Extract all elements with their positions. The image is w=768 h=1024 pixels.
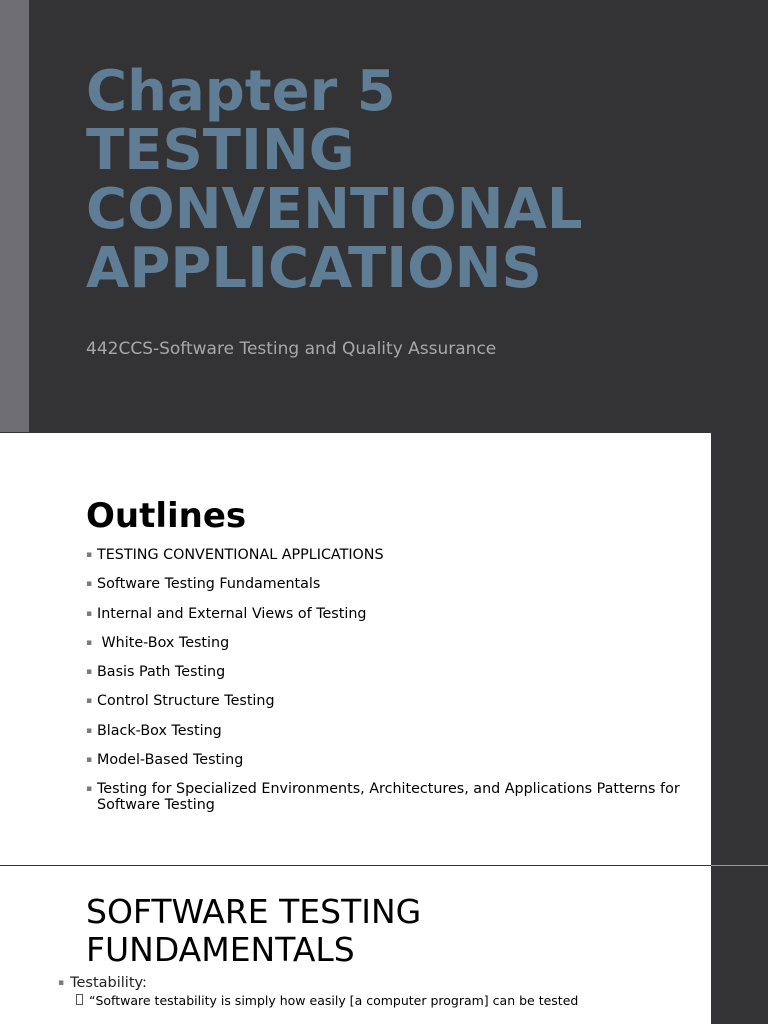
bullet-icon: ▪: [86, 725, 93, 736]
list-item: [86, 781, 686, 813]
title-slide: [0, 0, 768, 432]
heading-line: FUNDAMENTALS: [86, 930, 355, 969]
slide-divider: [711, 865, 768, 866]
slide-subtitle: 442CCS-Software Testing and Quality Assurance: [86, 339, 497, 359]
outlines-heading: Outlines: [86, 496, 247, 536]
list-item-text: Control Structure Testing: [97, 693, 275, 710]
accent-bar: [0, 0, 29, 432]
list-item-text: Model-Based Testing: [97, 752, 244, 769]
list-item: [86, 723, 686, 739]
slide-title: [86, 59, 746, 301]
title-line: CONVENTIONAL: [86, 177, 583, 242]
outlines-slide: [0, 433, 711, 865]
list-item: [86, 693, 686, 709]
testability-bullet: [58, 975, 147, 992]
list-item: [86, 752, 686, 768]
title-line: TESTING: [86, 118, 355, 183]
list-item: [86, 547, 686, 563]
bullet-icon: ▪: [86, 608, 93, 619]
bullet-icon: ▪: [86, 579, 93, 590]
bullet-icon: ▪: [86, 696, 93, 707]
list-item: [86, 664, 686, 680]
list-item-text: Software Testing Fundamentals: [97, 576, 321, 593]
list-item-text: White-Box Testing: [97, 634, 230, 651]
bullet-icon: ▪: [86, 667, 93, 678]
title-line: APPLICATIONS: [86, 236, 542, 301]
bullet-icon: ▪: [86, 550, 93, 560]
sub-bullet-icon: [76, 994, 83, 1005]
bullet-icon: ▪: [86, 637, 93, 648]
bullet-icon: ▪: [58, 978, 65, 988]
list-item: [86, 635, 686, 651]
list-item: [86, 576, 686, 592]
fundamentals-slide: [0, 866, 711, 1024]
heading-line: SOFTWARE TESTING: [86, 892, 422, 931]
fundamentals-heading: [86, 893, 686, 969]
testability-sub-bullet: [76, 993, 578, 1009]
title-line: Chapter 5: [86, 59, 396, 124]
bullet-text: Testability:: [70, 975, 147, 991]
list-item-text: Internal and External Views of Testing: [97, 605, 367, 622]
list-item: [86, 606, 686, 622]
outline-list: [86, 547, 686, 827]
sub-bullet-text: “Software testability is simply how easily [a computer program] can be tested: [89, 993, 579, 1008]
list-item-text: Basis Path Testing: [97, 664, 226, 681]
bullet-icon: ▪: [86, 755, 93, 766]
list-item-text: Black-Box Testing: [97, 722, 222, 739]
list-item-text: TESTING CONVENTIONAL APPLICATIONS: [97, 547, 384, 563]
list-item-text: Testing for Specialized Environments, Architectures, and Applications Patterns for Software Testing: [97, 781, 680, 814]
bullet-icon: ▪: [86, 784, 93, 795]
